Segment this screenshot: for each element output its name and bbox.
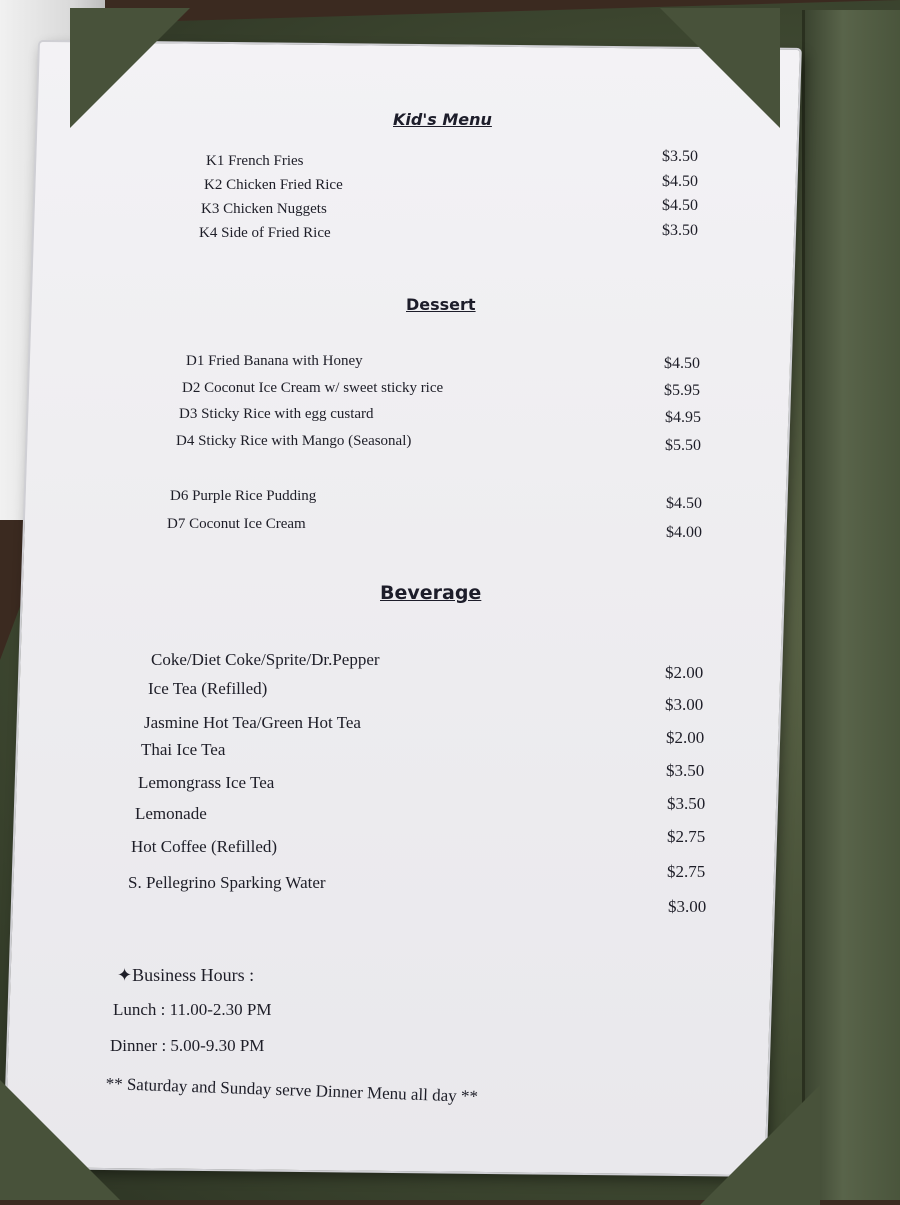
lunch-hours: Lunch : 11.00-2.30 PM: [113, 1000, 272, 1019]
menu-item-price: $3.50: [666, 761, 705, 780]
menu-item-price: $2.00: [665, 663, 704, 682]
menu-item-price: $2.00: [666, 728, 705, 747]
menu-item-name: Hot Coffee (Refilled): [131, 837, 278, 856]
menu-item-price: $2.75: [667, 827, 706, 846]
menu-item-price: $4.00: [666, 524, 702, 541]
menu-item-price: $5.50: [665, 437, 701, 454]
menu-item-price: $4.50: [664, 355, 700, 372]
business-hours-heading: ✦Business Hours :: [117, 965, 255, 985]
weekend-note: ** Saturday and Sunday serve Dinner Menu all day **: [105, 1074, 479, 1106]
menu-item-name: D1 Fried Banana with Honey: [186, 353, 363, 369]
menu-item-price: $3.50: [662, 148, 698, 165]
menu-item-name: Lemongrass Ice Tea: [138, 773, 275, 792]
menu-item-name: D3 Sticky Rice with egg custard: [179, 406, 374, 422]
kids-menu-heading: Kid's Menu: [393, 110, 492, 129]
menu-item-price: $4.95: [665, 409, 701, 426]
menu-item-name: Thai Ice Tea: [141, 740, 226, 759]
menu-item-name: D4 Sticky Rice with Mango (Seasonal): [176, 433, 412, 449]
menu-item-name: K4 Side of Fried Rice: [199, 225, 331, 241]
menu-item-name: K3 Chicken Nuggets: [201, 201, 327, 217]
menu-item-name: K1 French Fries: [206, 153, 304, 169]
menu-item-price: $4.50: [662, 173, 698, 190]
menu-folder-right-flap: [802, 10, 900, 1200]
menu-item-name: Ice Tea (Refilled): [148, 679, 268, 698]
menu-item-price: $4.50: [662, 197, 698, 214]
menu-item-price: $3.00: [665, 695, 704, 714]
menu-item-name: Jasmine Hot Tea/Green Hot Tea: [144, 713, 361, 732]
menu-item-name: D2 Coconut Ice Cream w/ sweet sticky rice: [182, 380, 444, 396]
menu-item-name: Lemonade: [135, 804, 207, 823]
menu-item-price: $2.75: [667, 862, 706, 881]
menu-item-name: S. Pellegrino Sparking Water: [128, 873, 326, 892]
menu-item-price: $5.95: [664, 382, 700, 399]
menu-item-price: $4.50: [666, 495, 702, 512]
menu-item-price: $3.50: [662, 222, 698, 239]
menu-item-name: K2 Chicken Fried Rice: [204, 177, 343, 193]
dinner-hours: Dinner : 5.00-9.30 PM: [110, 1036, 265, 1055]
beverage-heading: Beverage: [380, 582, 482, 604]
dessert-heading: Dessert: [406, 295, 476, 314]
menu-item-name: Coke/Diet Coke/Sprite/Dr.Pepper: [151, 650, 380, 669]
menu-item-name: D6 Purple Rice Pudding: [170, 488, 317, 504]
menu-item-name: D7 Coconut Ice Cream: [167, 516, 306, 532]
menu-item-price: $3.50: [667, 794, 706, 813]
menu-item-price: $3.00: [668, 897, 707, 916]
